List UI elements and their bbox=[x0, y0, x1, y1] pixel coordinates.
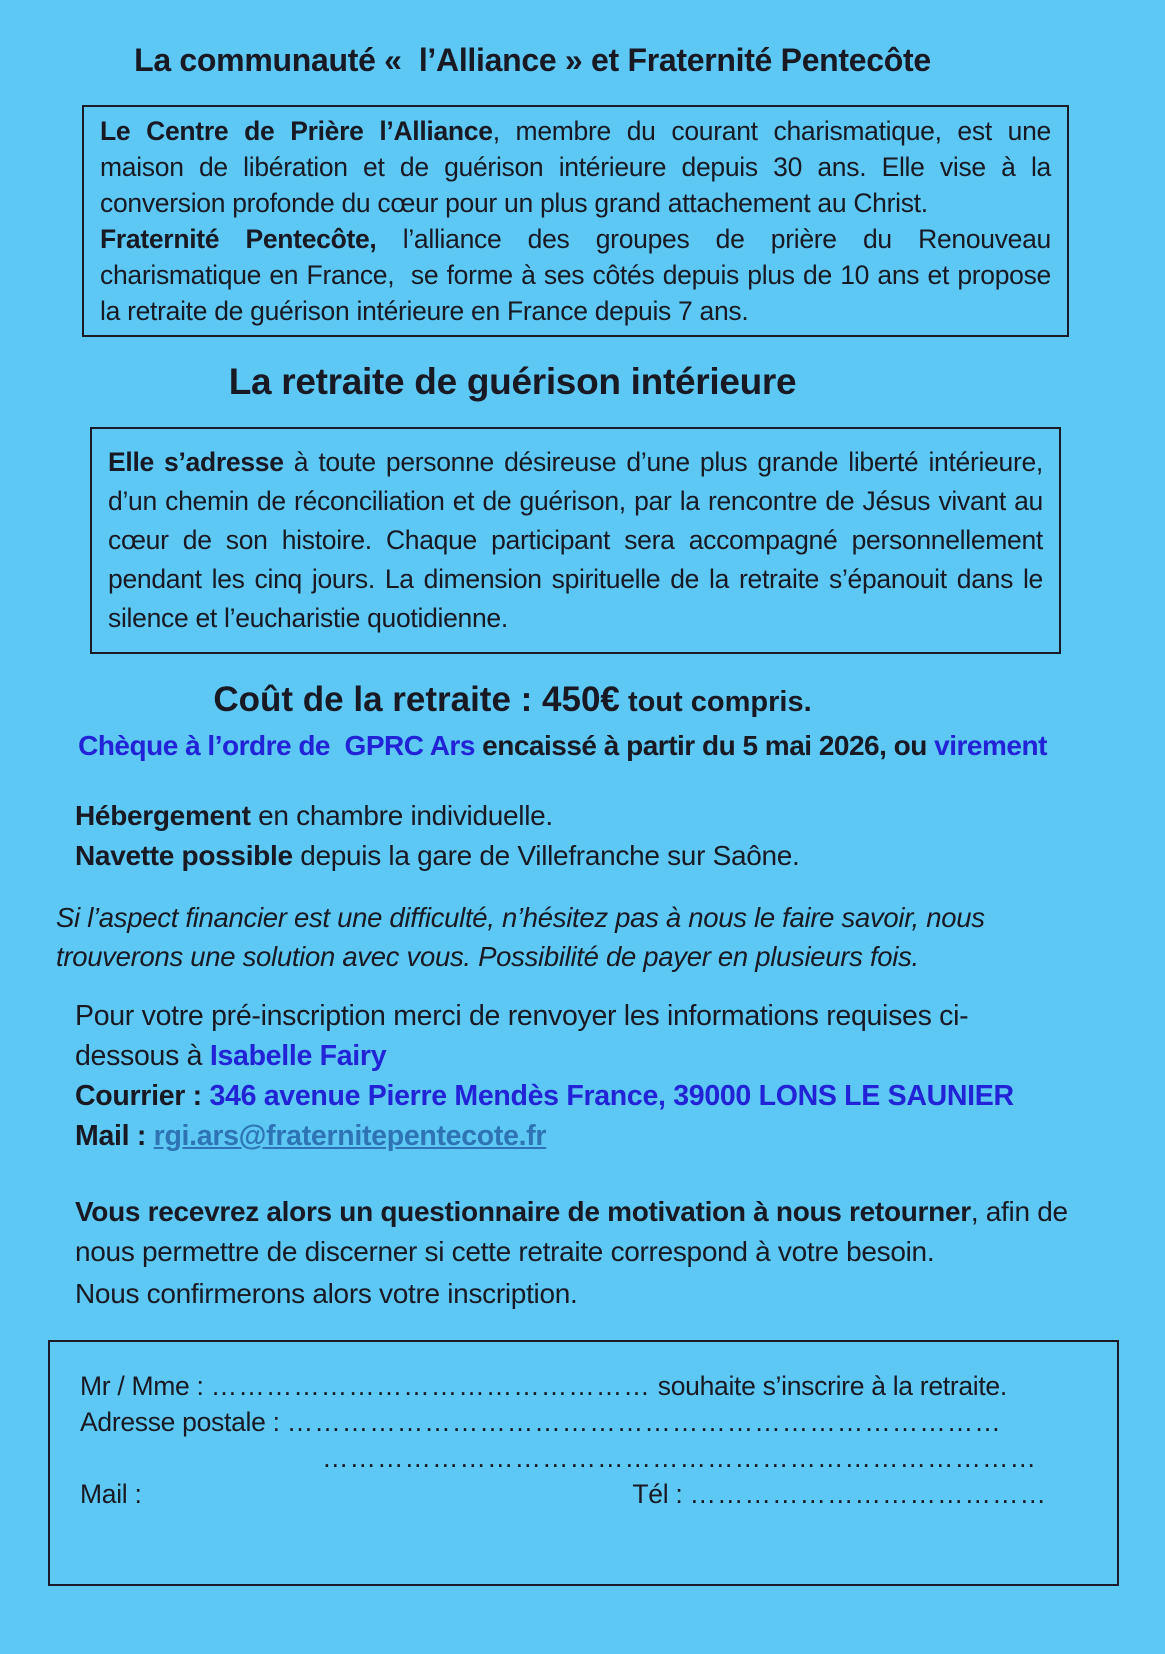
intro-text-1: , membre du courant charismatique, est une maison de libération et de guérison intérieure depuis 30 ans. Elle vise à la conversion profonde du cœur pour un plus grand attachement au Christ. bbox=[100, 116, 1051, 218]
courrier-label: Courrier : bbox=[75, 1080, 210, 1112]
courrier-address: 346 avenue Pierre Mendès France, 39000 LONS LE SAUNIER bbox=[209, 1080, 1014, 1112]
cost-suffix: tout compris. bbox=[619, 686, 812, 718]
form-address-label: Adresse postale : bbox=[80, 1407, 287, 1437]
questionnaire-lead: Vous recevrez alors un questionnaire de motivation à nous retourner bbox=[75, 1196, 971, 1227]
form-mail-label: Mail : bbox=[80, 1479, 142, 1509]
intro-lead-1: Le Centre de Prière l’Alliance bbox=[100, 116, 493, 146]
form-address-line bbox=[80, 1404, 1087, 1440]
form-address-dots-1: …………………………………………………………………… bbox=[286, 1407, 1002, 1437]
questionnaire-paragraph bbox=[75, 1192, 1075, 1272]
shuttle-lead: Navette possible bbox=[75, 840, 293, 871]
form-name-dots: ………………………………………… bbox=[210, 1371, 651, 1401]
courrier-line bbox=[75, 1076, 1065, 1116]
payment-middle: encaissé à partir du 5 mai 2026, ou bbox=[474, 730, 935, 761]
financial-note: Si l’aspect financier est une difficulté, n’hésitez pas à nous le faire savoir, nous trouverons une solution avec vous. Possibilité de payer en plusieurs fois. bbox=[56, 902, 985, 972]
lodging-line bbox=[75, 796, 1105, 836]
preinscription-paragraph bbox=[75, 996, 1065, 1076]
retreat-box bbox=[90, 427, 1061, 654]
intro-paragraph-2 bbox=[100, 221, 1051, 329]
form-name-line bbox=[80, 1368, 1087, 1404]
page-title: La communauté « l’Alliance » et Fraternité Pentecôte bbox=[134, 42, 931, 78]
retreat-text: à toute personne désireuse d’une plus grande liberté intérieure, d’un chemin de réconciliation et de guérison, par la rencontre de Jésus vivant au cœur de son histoire. Chaque participant sera accompagné personnellement pendant les cinq jours. La dimension spirituelle de la retraite s’épanouit dans le silence et l’eucharistie quotidienne. bbox=[108, 447, 1043, 633]
cost-main: Coût de la retraite : 450€ bbox=[213, 680, 620, 719]
form-address-line-2 bbox=[80, 1440, 1087, 1476]
intro-box bbox=[82, 105, 1069, 337]
retreat-lead: Elle s’adresse bbox=[108, 447, 284, 477]
confirmation-line: Nous confirmerons alors votre inscription. bbox=[75, 1278, 578, 1309]
registration-form-box bbox=[48, 1340, 1119, 1586]
preinscription-text: Pour votre pré-inscription merci de renvoyer les informations requises ci-dessous à bbox=[75, 1000, 969, 1072]
form-tel-group bbox=[632, 1476, 1087, 1512]
mail-label: Mail : bbox=[75, 1120, 154, 1152]
lodging-lead: Hébergement bbox=[75, 800, 251, 831]
payment-line bbox=[60, 730, 1065, 762]
form-address-dots-2: …………………………………………………………………… bbox=[322, 1443, 1037, 1473]
cheque-text: Chèque à l’ordre de GPRC Ars bbox=[78, 730, 475, 761]
intro-paragraph-1 bbox=[100, 113, 1051, 221]
virement-text: virement bbox=[934, 730, 1047, 761]
form-tel-label: Tél : bbox=[632, 1479, 690, 1509]
form-name-suffix: souhaite s’inscrire à la retraite. bbox=[650, 1371, 1007, 1401]
form-name-label: Mr / Mme : bbox=[80, 1371, 204, 1401]
form-contact-line bbox=[80, 1476, 1087, 1512]
email-link[interactable]: rgi.ars@fraternitepentecote.fr bbox=[153, 1120, 547, 1152]
cost-line bbox=[60, 680, 965, 720]
form-tel-dots: ………………………………… bbox=[689, 1479, 1047, 1509]
retreat-paragraph bbox=[108, 443, 1043, 638]
intro-text-2: l’alliance des groupes de prière du Renouveau charismatique en France, se forme à ses côtés depuis plus de 10 ans et propose la retraite de guérison intérieure en France depuis 7 ans. bbox=[100, 224, 1051, 326]
shuttle-text: depuis la gare de Villefranche sur Saône. bbox=[292, 840, 800, 871]
mail-line bbox=[75, 1116, 1065, 1156]
questionnaire-text: , afin de nous permettre de discerner si cette retraite correspond à votre besoin. bbox=[75, 1196, 1068, 1267]
lodging-text: en chambre individuelle. bbox=[250, 800, 553, 831]
intro-lead-2: Fraternité Pentecôte, bbox=[100, 224, 377, 254]
retreat-heading: La retraite de guérison intérieure bbox=[228, 361, 797, 402]
contact-name: Isabelle Fairy bbox=[209, 1040, 387, 1072]
shuttle-line bbox=[75, 836, 1105, 876]
